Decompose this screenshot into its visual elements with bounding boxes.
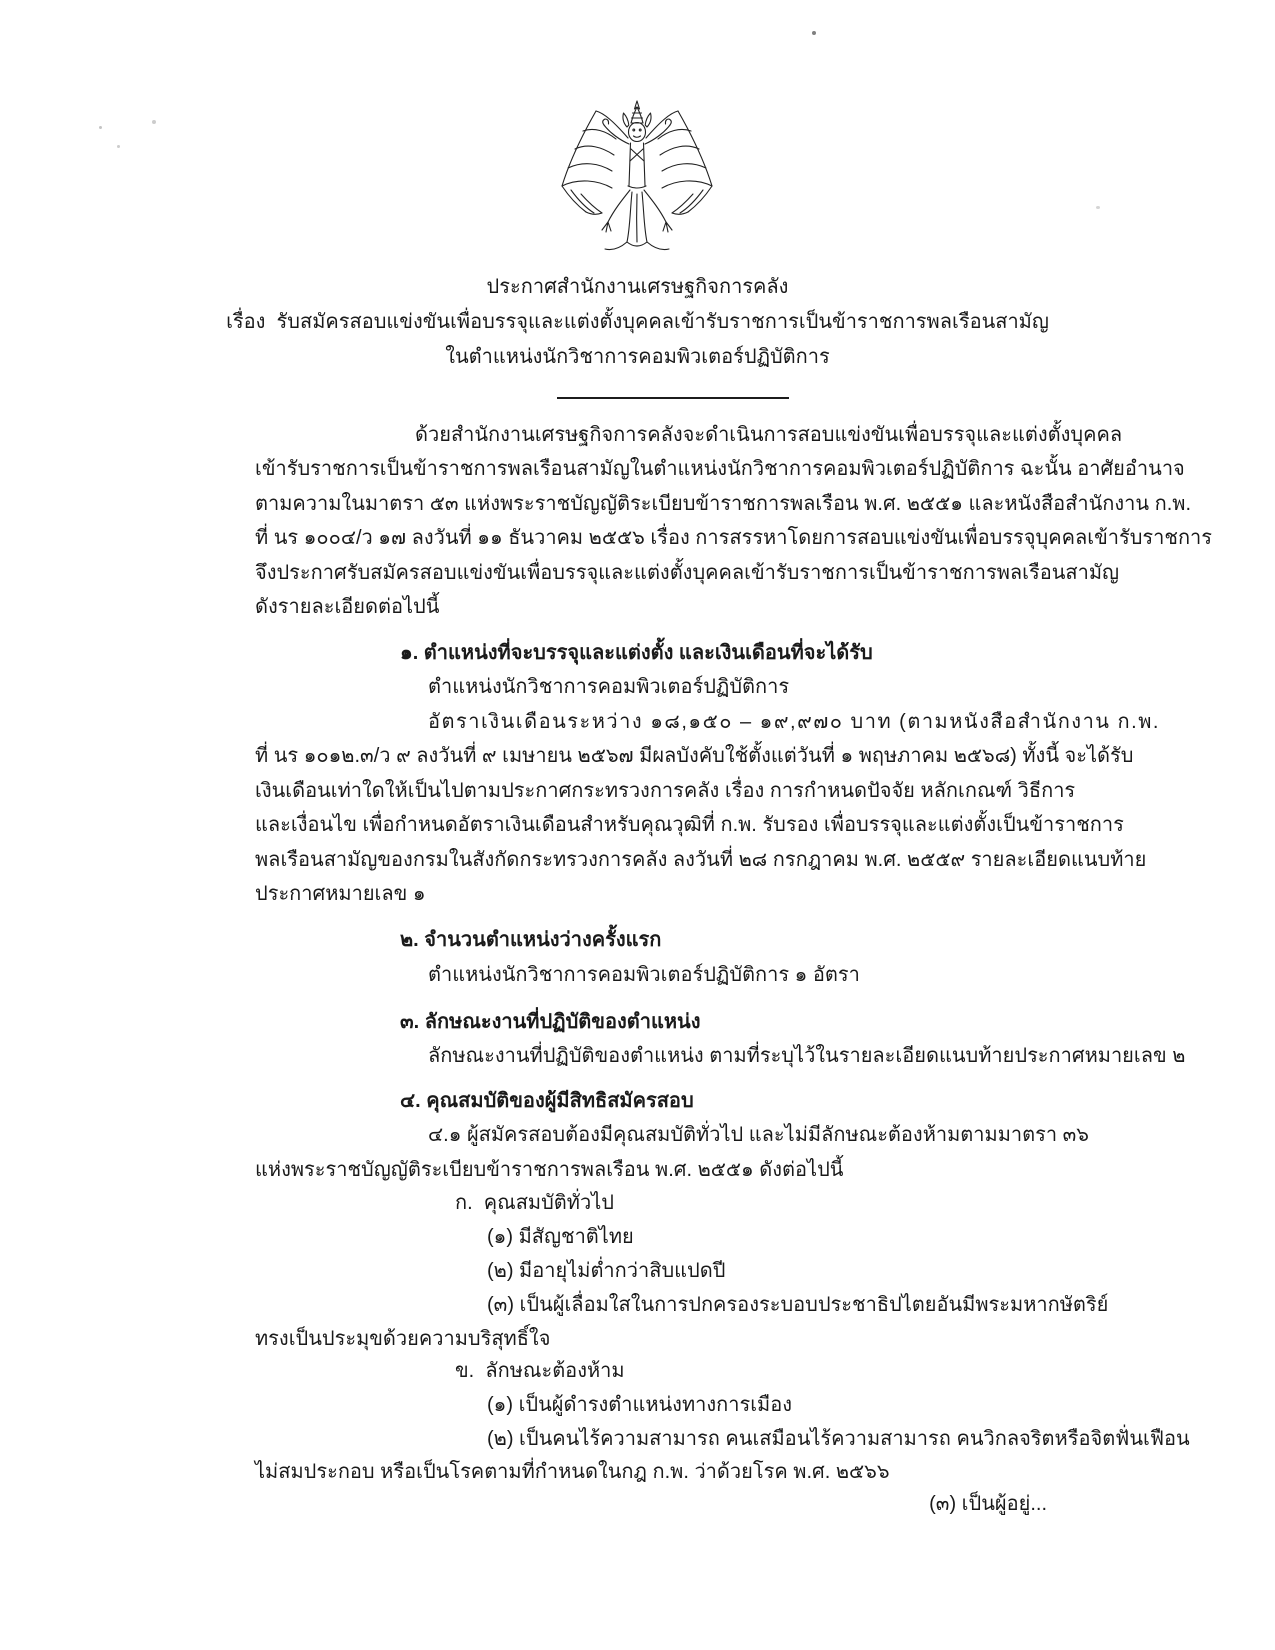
garuda-emblem-icon	[552, 98, 722, 256]
section-2-heading: ๒. จำนวนตำแหน่งว่างครั้งแรก	[400, 929, 662, 951]
intro-line: ตามความในมาตรา ๕๓ แห่งพระราชบัญญัติระเบียบข้าราชการพลเรือน พ.ศ. ๒๕๕๑ และหนังสือสำนักงาน ก.พ.	[255, 493, 1192, 515]
section-1-line: ตำแหน่งนักวิชาการคอมพิวเตอร์ปฏิบัติการ	[428, 676, 790, 698]
scan-speck	[1096, 206, 1100, 209]
section-4-item: ทรงเป็นประมุขด้วยความบริสุทธิ์ใจ	[255, 1328, 551, 1350]
scan-speck	[152, 120, 156, 124]
intro-line: ด้วยสำนักงานเศรษฐกิจการคลังจะดำเนินการสอบแข่งขันเพื่อบรรจุและแต่งตั้งบุคคล	[415, 424, 1123, 446]
section-1-line: เงินเดือนเท่าใดให้เป็นไปตามประกาศกระทรวงการคลัง เรื่อง การกำหนดปัจจัย หลักเกณฑ์ วิธีการ	[255, 780, 1076, 802]
section-4-sub-a: ก. คุณสมบัติทั่วไป	[455, 1192, 614, 1214]
catchword: (๓) เป็นผู้อยู่...	[929, 1493, 1047, 1515]
section-4-sub-b: ข. ลักษณะต้องห้าม	[455, 1360, 625, 1382]
section-4-line: ๔.๑ ผู้สมัครสอบต้องมีคุณสมบัติทั่วไป และไม่มีลักษณะต้องห้ามตามมาตรา ๓๖	[428, 1124, 1089, 1146]
section-1-heading: ๑. ตำแหน่งที่จะบรรจุและแต่งตั้ง และเงินเดือนที่จะได้รับ	[400, 642, 873, 664]
section-4-item: (๑) มีสัญชาติไทย	[487, 1226, 634, 1248]
scan-speck	[117, 145, 120, 148]
section-1-line: และเงื่อนไข เพื่อกำหนดอัตราเงินเดือนสำหรับคุณวุฒิที่ ก.พ. รับรอง เพื่อบรรจุและแต่งตั้งเป็นข้าราชการ	[255, 814, 1124, 836]
intro-line: เข้ารับราชการเป็นข้าราชการพลเรือนสามัญในตำแหน่งนักวิชาการคอมพิวเตอร์ปฏิบัติการ ฉะนั้น อาศัยอำนาจ	[255, 458, 1185, 480]
section-4-heading: ๔. คุณสมบัติของผู้มีสิทธิสมัครสอบ	[400, 1090, 694, 1112]
scan-speck	[99, 126, 102, 129]
section-3-line: ลักษณะงานที่ปฏิบัติของตำแหน่ง ตามที่ระบุไว้ในรายละเอียดแนบท้ายประกาศหมายเลข ๒	[428, 1045, 1186, 1067]
section-4-item: (๒) มีอายุไม่ต่ำกว่าสิบแปดปี	[487, 1260, 726, 1282]
section-1-line: ประกาศหมายเลข ๑	[255, 883, 426, 905]
page-subject: เรื่อง รับสมัครสอบแข่งขันเพื่อบรรจุและแต่งตั้งบุคคลเข้ารับราชการเป็นข้าราชการพลเรือนสามัญ	[226, 311, 1049, 333]
section-4-item: ไม่สมประกอบ หรือเป็นโรคตามที่กำหนดในกฎ ก.พ. ว่าด้วยโรค พ.ศ. ๒๕๖๖	[255, 1461, 890, 1483]
title-divider	[557, 397, 789, 399]
section-4-item: (๒) เป็นคนไร้ความสามารถ คนเสมือนไร้ความสามารถ คนวิกลจริตหรือจิตฟั่นเฟือน	[487, 1428, 1190, 1450]
intro-line: จึงประกาศรับสมัครสอบแข่งขันเพื่อบรรจุและแต่งตั้งบุคคลเข้ารับราชการเป็นข้าราชการพลเรือนสามัญ	[255, 562, 1120, 584]
section-1-line: อัตราเงินเดือนระหว่าง ๑๘,๑๕๐ – ๑๙,๙๗๐ บาท (ตามหนังสือสำนักงาน ก.พ.	[428, 711, 1160, 733]
section-2-line: ตำแหน่งนักวิชาการคอมพิวเตอร์ปฏิบัติการ ๑ อัตรา	[428, 964, 860, 986]
section-3-heading: ๓. ลักษณะงานที่ปฏิบัติของตำแหน่ง	[400, 1011, 701, 1033]
section-1-line: ที่ นร ๑๐๑๒.๓/ว ๙ ลงวันที่ ๙ เมษายน ๒๕๖๗ มีผลบังคับใช้ตั้งแต่วันที่ ๑ พฤษภาคม ๒๕๖๘) ทั้งนี้ จะได้รับ	[255, 745, 1134, 767]
section-4-line: แห่งพระราชบัญญัติระเบียบข้าราชการพลเรือน พ.ศ. ๒๕๕๑ ดังต่อไปนี้	[255, 1159, 844, 1181]
section-1-line: พลเรือนสามัญของกรมในสังกัดกระทรวงการคลัง ลงวันที่ ๒๘ กรกฎาคม พ.ศ. ๒๕๕๙ รายละเอียดแนบท้าย	[255, 849, 1147, 871]
page-title: ประกาศสำนักงานเศรษฐกิจการคลัง	[486, 276, 789, 298]
intro-line: ที่ นร ๑๐๐๔/ว ๑๗ ลงวันที่ ๑๑ ธันวาคม ๒๕๕๖ เรื่อง การสรรหาโดยการสอบแข่งขันเพื่อบรรจุบุคคลเข้ารับราชการ	[255, 527, 1213, 549]
scan-speck	[812, 31, 816, 35]
section-4-item: (๑) เป็นผู้ดำรงตำแหน่งทางการเมือง	[487, 1394, 793, 1416]
intro-line: ดังรายละเอียดต่อไปนี้	[255, 596, 440, 618]
section-4-item: (๓) เป็นผู้เลื่อมใสในการปกครองระบอบประชาธิปไตยอันมีพระมหากษัตริย์	[487, 1294, 1109, 1316]
page-position: ในตำแหน่งนักวิชาการคอมพิวเตอร์ปฏิบัติการ	[445, 346, 830, 368]
